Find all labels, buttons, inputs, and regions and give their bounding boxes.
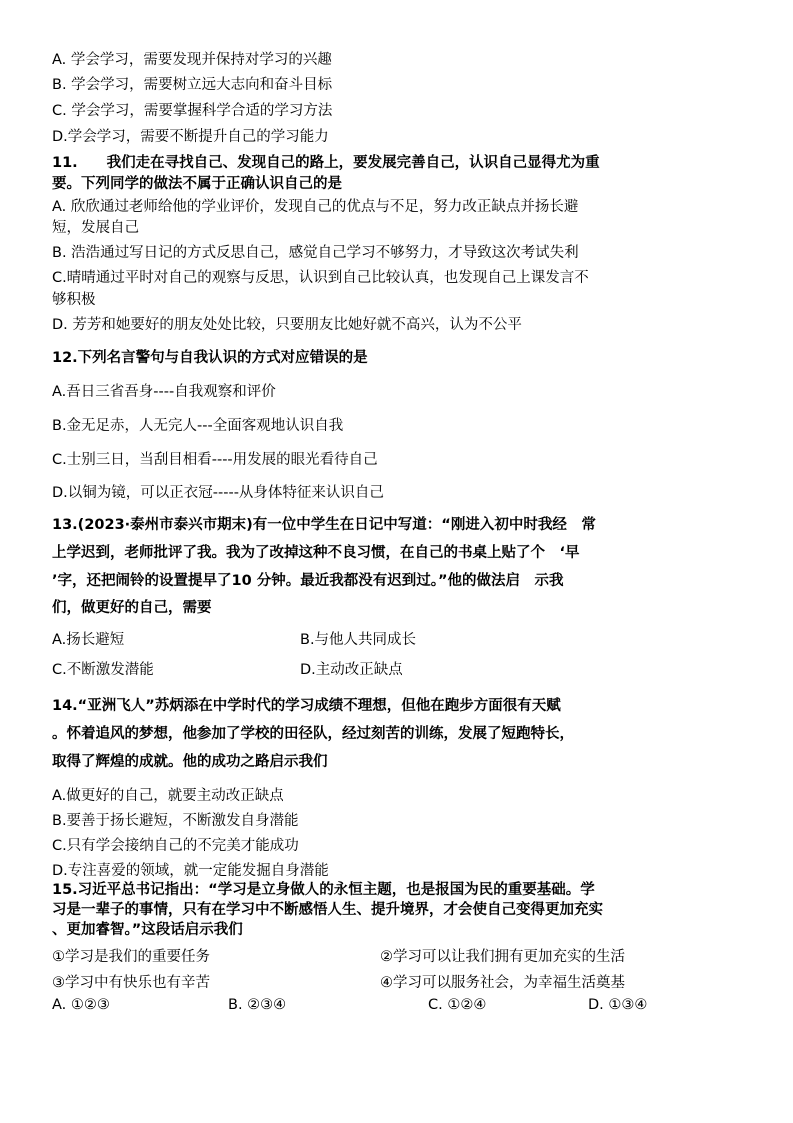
q10-option-b: B. 学会学习，需要树立远大志向和奋斗目标 [52, 77, 333, 93]
q10-option-a: A. 学会学习，需要发现并保持对学习的兴趣 [52, 52, 332, 68]
q11-option-b: B. 浩浩通过写日记的方式反思自己，感觉自己学习不够努力，才导致这次考试失利 [52, 245, 579, 261]
q13-stem-line1: 13.(2023·泰州市泰兴市期末)有一位中学生在日记中写道：“刚进入初中时我经 常 [52, 517, 596, 533]
q12-option-c: C.士别三日，当刮目相看----用发展的眼光看待自己 [52, 452, 378, 468]
q13-option-d: D.主动改正缺点 [300, 662, 403, 678]
q11-option-c-cont: 够积极 [52, 292, 96, 308]
q14-option-a: A.做更好的自己，就要主动改正缺点 [52, 788, 284, 804]
q12-stem: 12.下列名言警句与自我认识的方式对应错误的是 [52, 350, 368, 366]
q11-option-c: C.晴晴通过平时对自己的观察与反思，认识到自己比较认真，也发现自己上课发言不 [52, 270, 589, 286]
q14-option-c: C.只有学会接纳自己的不完美才能成功 [52, 838, 299, 854]
q15-statement-2: ②学习可以让我们拥有更加充实的生活 [380, 949, 625, 965]
q15-option-c: C. ①②④ [428, 997, 487, 1013]
q15-stem-line3: 、更加睿智。”这段话启示我们 [52, 922, 243, 938]
q11-option-d: D. 芳芳和她要好的朋友处处比较，只要朋友比她好就不高兴，认为不公平 [52, 317, 522, 333]
q15-statement-1: ①学习是我们的重要任务 [52, 949, 210, 965]
q13-stem-line4: 们，做更好的自己，需要 [52, 600, 212, 616]
q15-stem-line1: 15.习近平总书记指出：“学习是立身做人的永恒主题，也是报国为民的重要基础。学 [52, 882, 595, 898]
q13-option-c: C.不断激发潜能 [52, 662, 154, 678]
q13-stem-line2: 上学迟到，老师批评了我。我为了改掉这种不良习惯，在自己的书桌上贴了个 ‘早 [52, 545, 580, 561]
q14-stem-line1: 14.“亚洲飞人”苏炳添在中学时代的学习成绩不理想，但他在跑步方面很有天赋 [52, 698, 561, 714]
q14-stem-line3: 取得了辉煌的成就。他的成功之路启示我们 [52, 754, 328, 770]
q13-option-b: B.与他人共同成长 [300, 632, 417, 648]
q12-option-d: D.以铜为镜，可以正衣冠-----从身体特征来认识自己 [52, 485, 384, 501]
q14-option-d: D.专注喜爱的领域，就一定能发掘自身潜能 [52, 863, 329, 879]
q15-option-a: A. ①②③ [52, 997, 110, 1013]
q13-stem-line3: ’字，还把闹铃的设置提早了10 分钟。最近我都没有迟到过。”他的做法启 示我 [52, 573, 564, 589]
q15-statement-3: ③学习中有快乐也有辛苦 [52, 975, 210, 991]
q15-option-b: B. ②③④ [228, 997, 287, 1013]
q11-option-a: A. 欣欣通过老师给他的学业评价，发现自己的优点与不足，努力改正缺点并扬长避 [52, 199, 579, 215]
q12-option-b: B.金无足赤，人无完人---全面客观地认识自我 [52, 418, 344, 434]
q10-option-d: D.学会学习，需要不断提升自己的学习能力 [52, 129, 329, 145]
q15-stem-line2: 习是一辈子的事情，只有在学习中不断感悟人生、提升境界，才会使自己变得更加充实 [52, 902, 603, 918]
q14-stem-line2: 。怀着追风的梦想，他参加了学校的田径队，经过刻苦的训练，发展了短跑特长， [52, 726, 574, 742]
q14-option-b: B.要善于扬长避短，不断激发自身潜能 [52, 813, 299, 829]
q13-option-a: A.扬长避短 [52, 632, 125, 648]
q11-stem-line1: 11. 我们走在寻找自己、发现自己的路上，要发展完善自己，认识自己显得尤为重 [52, 155, 600, 171]
q10-option-c: C. 学会学习，需要掌握科学合适的学习方法 [52, 103, 333, 119]
q15-option-d: D. ①③④ [588, 997, 648, 1013]
q15-statement-4: ④学习可以服务社会，为幸福生活奠基 [380, 975, 625, 991]
q11-stem-line2: 要。下列同学的做法不属于正确认识自己的是 [52, 176, 342, 192]
q12-option-a: A.吾日三省吾身----自我观察和评价 [52, 384, 276, 400]
q11-option-a-cont: 短，发展自己 [52, 220, 139, 236]
